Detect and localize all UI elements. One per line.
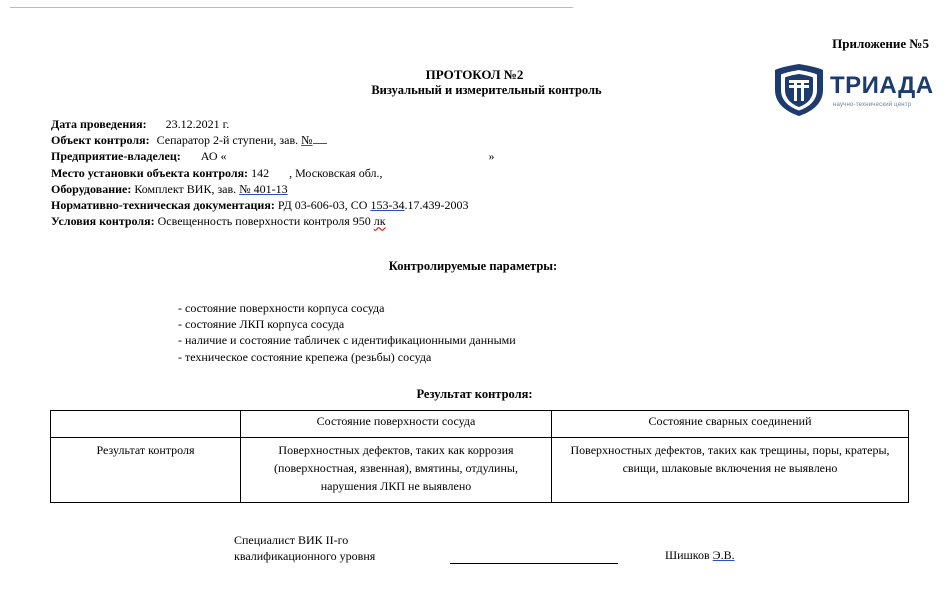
location-rest: , Московская обл.,: [289, 165, 383, 180]
location-value: 142: [251, 165, 270, 180]
info-docs: [51, 197, 495, 213]
params-item: - состояние ЛКП корпуса сосуда: [178, 317, 345, 332]
signature-line1: Специалист ВИК II-го: [234, 533, 349, 547]
owner-close: »: [488, 149, 495, 164]
location-label: Место установки объекта контроля:: [51, 165, 249, 180]
info-location: [51, 165, 495, 181]
table-header-cell: Состояние поверхности сосуда: [241, 411, 552, 438]
logo-name: ТРИАДА: [830, 72, 934, 99]
object-label: Объект контроля:: [51, 133, 150, 148]
params-list: [178, 300, 516, 365]
table-header-cell: Состояние сварных соединений: [552, 411, 909, 438]
info-date: [51, 116, 495, 132]
table-row: [51, 438, 909, 503]
signature-initials: Э.В.: [712, 548, 735, 562]
params-item: - техническое состояние крепежа (резьбы) сосуда: [178, 349, 432, 364]
params-item: - наличие и состояние табличек с идентификационными данными: [178, 333, 516, 348]
protocol-info: [51, 116, 495, 229]
docs-rest: .17.439-2003: [404, 198, 469, 213]
header-divider: [10, 7, 573, 8]
conditions-unit: лк: [373, 214, 386, 229]
docs-label: Нормативно-техническая документация:: [51, 198, 275, 213]
signature-line2: квалификационного уровня: [234, 549, 376, 563]
owner-label: Предприятие-владелец:: [51, 149, 181, 164]
signature-line: [450, 563, 618, 564]
welds-result-cell: Поверхностных дефектов, таких как трещины, поры, кратеры, свищи, шлаковые включения не выявлено: [552, 438, 909, 503]
equipment-value: Комплект ВИК, зав.: [134, 181, 237, 196]
date-label: Дата проведения:: [51, 117, 147, 131]
params-heading: Контролируемые параметры:: [388, 259, 558, 273]
owner-value: АО «: [200, 149, 227, 164]
equipment-number: № 401-13: [239, 181, 288, 196]
info-conditions: [51, 213, 495, 229]
equipment-label: Оборудование:: [51, 181, 132, 196]
info-equipment: [51, 181, 495, 197]
table-header-cell: [51, 411, 241, 438]
signature-surname: Шишков: [665, 548, 710, 562]
row-label-cell: Результат контроля: [51, 438, 241, 503]
protocol-subtitle: Визуальный и измерительный контроль: [371, 83, 602, 97]
appendix-label: Приложение №5: [832, 36, 929, 51]
object-value: Сепаратор 2-й ступени, зав.: [156, 133, 299, 148]
object-number: №: [301, 133, 313, 148]
result-heading: Результат контроля:: [416, 387, 533, 401]
info-owner: [51, 148, 495, 164]
docs-value: РД 03-606-03, СО: [277, 198, 368, 213]
protocol-title: ПРОТОКОЛ №2: [425, 67, 524, 82]
surface-result-cell: Поверхностных дефектов, таких как коррозия (поверхностная, язвенная), вмятины, отдулины, нарушения ЛКП не выявлено: [241, 438, 552, 503]
signature-name: [665, 548, 735, 563]
docs-number: 153-34: [370, 198, 405, 213]
signature-title: [234, 532, 375, 564]
conditions-value: Освещенность поверхности контроля 950: [157, 214, 371, 229]
logo-tagline: научно-технический центр: [833, 102, 912, 108]
info-object: [51, 132, 495, 148]
date-value: 23.12.2021 г.: [165, 117, 230, 131]
conditions-label: Условия контроля:: [51, 214, 155, 229]
result-table: [50, 410, 909, 503]
table-header-row: [51, 411, 909, 438]
params-item: - состояние поверхности корпуса сосуда: [178, 301, 385, 315]
